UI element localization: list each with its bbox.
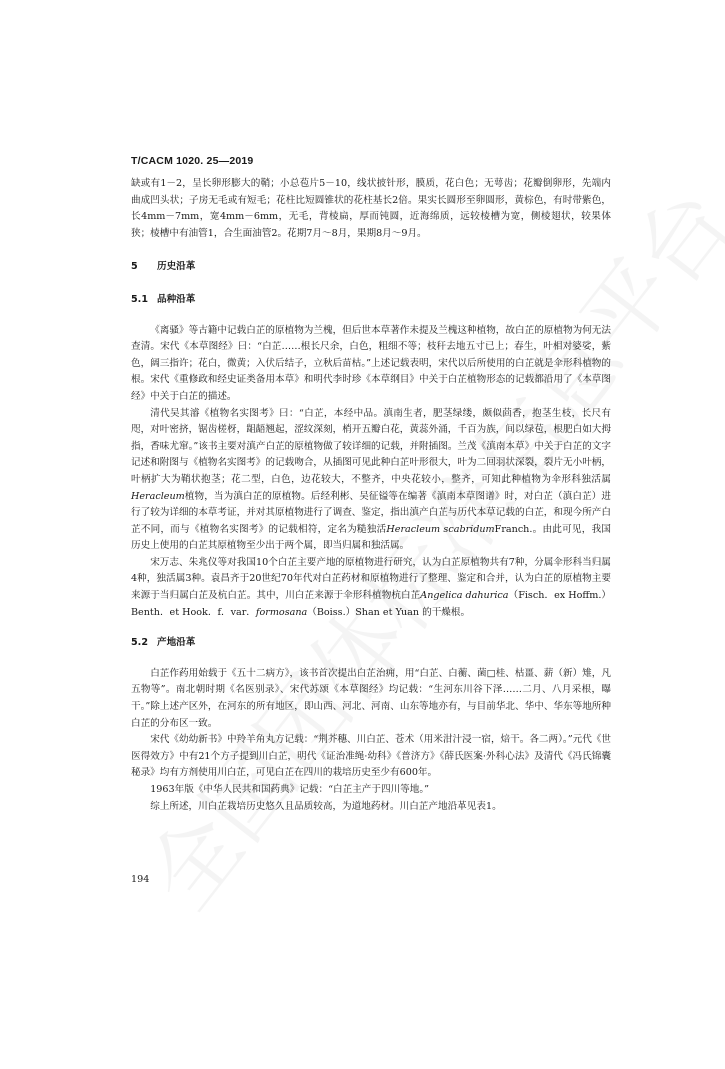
body-paragraph: 1963年版《中华人民共和国药典》记载：“白芷主产于四川等地。” (150, 784, 430, 795)
body-paragraph: 宋万志、朱兆仪等对我国10个白芷主要产地的原植物进行研究，认为白芷原植物共有7种，分属伞形科当归属4种，独活属3种。袁昌齐于20世纪70年代对白芷药材和原植物进行了整理、鉴定和合并，认为白芷的原植物主要来源于当归属白芷及杭白芷。其中，川白芷来源于伞形科植物杭白芷Angelica dahurica（Fisch．ex Hoffm.）Benth．et Hook．f．var．formosana（Boiss.）Shan et Yuan 的干燥根。 (131, 556, 612, 618)
section-heading (131, 259, 611, 276)
section-title: 历史沿革 (157, 261, 196, 273)
standard-code: T/CACM 1020. 25—2019 (131, 155, 254, 167)
subsection-heading (131, 635, 611, 652)
subsection-heading (131, 292, 611, 309)
section-number: 5 (131, 261, 138, 273)
body-paragraph: 清代吴其濬《植物名实图考》曰：“白芷，本经中品。滇南生者，肥茎绿缕，颇似茴香，抱茎生枝，长尺有咫，对叶密挤，锯齿槎枒，龃龉翘起，涩纹深刻，梢开五瓣白花，黄蕊外涌，千百为族，间以绿苞，根肥白如大拇指，香味尤窜。”该书主要对滇产白芷的原植物做了较详细的记载，并附插图。兰茂《滇南本草》中关于白芷的文字记述和附图与《植物名实图考》的记载吻合，从插图可见此种白芷叶形很大，叶为二回羽状深裂，裂片无小叶柄，叶柄扩大为鞘状抱茎；花二型，白色，边花较大，不整齐，中央花较小，整齐，可知此种植物为伞形科独活属Heracleum植物，当为滇白芷的原植物。后经利彬、吴征镒等在编著《滇南本草图谱》时，对白芷（滇白芷）进行了较为详细的本草考证，并对其原植物进行了调查、鉴定，指出滇产白芷与历代本草记载的白芷，和现今所产白芷不同，而与《植物名实图考》的记载相符，定名为糙独活Heracleum scabridumFranch.。由此可见，我国历史上使用的白芷其原植物至少出于两个属，即当归属和独活属。 (131, 407, 612, 552)
body-paragraph: 白芷作药用始载于《五十二病方》，该书首次提出白芷治痈，用“白芷、白蘅、菌□桂、枯畺、薪（新）雉，凡五物等”。南北朝时期《名医别录》、宋代苏颂《本草图经》均记载：“生河东川谷下泽……二月、八月采根，曝干。”除上述产区外，在河东的所有地区，即山西、河北、河南、山东等地亦有，与目前华北、华中、华东等地所种白芷的分布区一致。 (131, 667, 611, 729)
continuation-paragraph: 缺或有1－2，呈长卵形膨大的鞘；小总苞片5－10，线状披针形，膜质，花白色；无萼齿；花瓣倒卵形，先端内曲成凹头状；子房无毛或有短毛；花柱比短圆锥状的花柱基长2倍。果实长圆形至卵圆形，黄棕色，有时带紫色，长4mm－7mm，宽4mm－6mm，无毛，背棱扁，厚而钝圆，近海绵质，远较棱槽为宽，侧棱翅状，较果体狭；棱槽中有油管1，合生面油管2。花期7月～8月，果期8月～9月。 (131, 178, 611, 239)
page-number: 194 (131, 874, 150, 885)
body-paragraph: 综上所述，川白芷栽培历史悠久且品质较高，为道地药材。川白芷产地沿革见表1。 (150, 800, 502, 812)
subsection-title: 产地沿革 (157, 637, 196, 649)
body-paragraph: 宋代《幼幼新书》中羚羊角丸方记载：“荆芥穗、川白芷、苍术（用米泔汁浸一宿，焙干。各二两）。”元代《世医得效方》中有21个方子提到川白芷，明代《证治准绳·幼科》《普济方》《薛氏医案·外科心法》及清代《冯氏锦囊秘录》均有方剂使用川白芷，可见白芷在四川的栽培历史至少有600年。 (131, 734, 611, 779)
page-content (131, 176, 611, 815)
subsection-title: 品种沿革 (157, 293, 196, 305)
subsection-number: 5.1 (131, 293, 148, 305)
subsection-number: 5.2 (131, 637, 148, 649)
body-paragraph: 《离骚》等古籍中记载白芷的原植物为兰槐，但后世本草著作未提及兰槐这种植物，故白芷的原植物为何无法查清。宋代《本草图经》曰：“白芷……根长尺余，白色，粗细不等；枝秆去地五寸已上；春生，叶相对婆娑，紫色，阔三指许；花白，微黄；入伏后结子，立秋后苗枯。”上述记载表明，宋代以后所使用的白芷就是伞形科植物的根。宋代《重修政和经史证类备用本草》和明代李时珍《本草纲目》中关于白芷植物形态的记载都沿用了《本草图经》中关于白芷的描述。 (131, 324, 611, 402)
